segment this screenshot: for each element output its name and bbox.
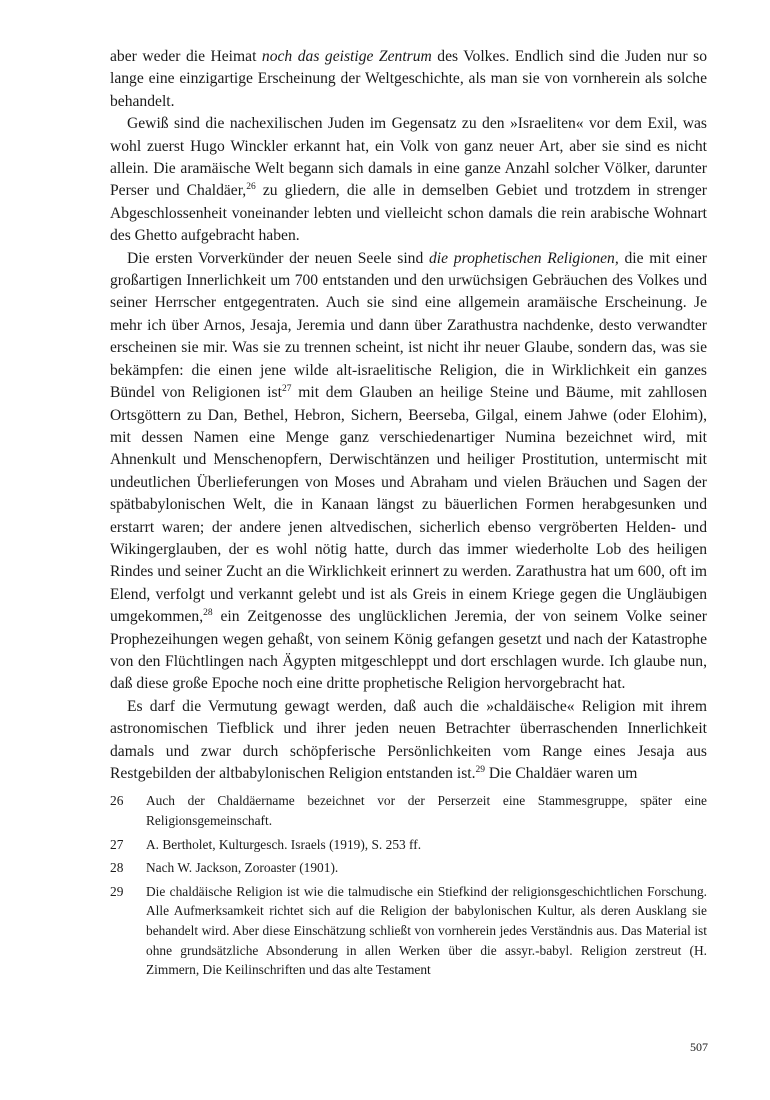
footnote-ref-29: 29 [475, 765, 486, 775]
italic-run: die prophetischen Religionen, [429, 249, 619, 267]
footnote-28 [110, 858, 707, 878]
footnote-number: 29 [110, 883, 124, 899]
paragraph-1 [110, 46, 707, 113]
text-run: mit dem Glauben an heilige Steine und Bäume, mit zahllosen Ortsgöttern zu Dan, Bethel, Hebron, Sichern, Beerseba, Gilgal, einem Jahwe (oder Elohim), mit dessen Namen eine Menge ganz verschiedenartiger Numina bezeichnet wird, mit Ahnenkult und Menschenopfern, Derwischtänzen und heiliger Prostitution, untermischt mit undeutlichen Überlieferungen von Moses und Abraham und vielen Bräuchen und Sagen der spätbabylonischen Welt, die in Kanaan längst zu bäuerlichen Formen herabgesunken und erstarrt waren; der andere jenen altvedischen, sicherlich ebenso vergröberten Helden- und Wikingerglauben, der es wohl nötig hatte, durch das immer wiederholte Lob des heiligen Rindes und seiner Zucht an die Wirklichkeit erinnert zu werden. Zarathustra hat um 600, oft im Elend, verfolgt und verkannt gelebt und ist als Greis in einem Kriege gegen die Ungläubigen umgekommen, [110, 384, 707, 626]
footnotes [110, 791, 707, 979]
paragraph-3 [110, 248, 707, 696]
book-page [110, 46, 707, 984]
text-run: zu gliedern, die alle in demselben Gebiet und trotzdem in strenger Abgeschlossenheit voneinander lebten und vielleicht schon damals die rein arabische Wohnart des Ghetto aufgebracht haben. [110, 182, 708, 245]
italic-run: noch das geistige Zentrum [261, 48, 432, 65]
text-run: Die Chaldäer waren um [485, 765, 638, 782]
text-run: Es darf die Vermutung gewagt werden, daß auch die »chaldäische« Religion mit ihrem astronomischen Tiefblick und ihrer jeden neuen Betrachter überraschenden Innerlichkeit damals und zwar durch schöpferische Persönlichkeiten vom Range eines Jesaja aus Restgebilden der altbabylonischen Religion entstanden ist. [110, 697, 707, 782]
footnote-text: Auch der Chaldäername bezeichnet vor der Perserzeit eine Stammesgruppe, später eine Religionsgemeinschaft. [146, 793, 707, 828]
footnote-27 [110, 835, 707, 855]
text-run: Gewiß sind die nachexilischen Juden im Gegensatz zu den »Israeliten« vor dem Exil, was wohl zuerst Hugo Winckler erkannt hat, ein Volk von ganz neuer Art, aber sie sind es nicht allein. Die aramäische Welt begann sich damals in eine ganze Anzahl solcher Völker, darunter Perser und Chaldäer, [110, 115, 707, 200]
page-number: 507 [690, 1040, 708, 1054]
text-run: die mit einer großartigen Innerlichkeit um 700 entstanden und den urwüchsigen Gebräuchen des Volkes und seiner Herrscher entgegentraten. Auch sie sind eine allgemein aramäische Erscheinung. Je mehr ich über Arnos, Jesaja, Jeremia und dann über Zarathustra nachdenke, desto verwandter erscheinen sie mir. Was sie zu trennen scheint, ist nicht ihr neuer Glaube, sondern das, was sie bekämpfen: die einen jene wilde alt-israelitische Religion, die in Wirklichkeit ein ganzes Bündel von Religionen ist [110, 249, 707, 402]
footnote-ref-26: 26 [246, 182, 256, 193]
footnote-text: A. Bertholet, Kulturgesch. Israels (1919), S. 253 ff. [146, 836, 422, 852]
body-text [110, 46, 707, 785]
footnote-number: 26 [110, 793, 124, 809]
text-run: aber weder die Heimat [110, 48, 262, 65]
footnote-number: 27 [110, 836, 124, 852]
footnote-26 [110, 791, 707, 830]
footnote-ref-27: 27 [281, 384, 292, 395]
footnote-ref-28: 28 [203, 608, 213, 619]
footnote-text: Die chaldäische Religion ist wie die talmudische ein Stiefkind der religionsgeschichtlichen Forschung. Alle Aufmerksamkeit richtet sich auf die Religion der babylonischen Kultur, als deren Ausklang sie behandelt wird. Aber diese Einschätzung schließt von vornherein jedes Verständnis aus. Das Material ist ohne grundsätzliche Absonderung in allen Werken über die assyr.-babyl. Religion zerstreut (H. Zimmern, Die Keilinschriften und das alte Testament [146, 883, 707, 978]
footnote-number: 28 [110, 860, 124, 876]
text-run: ein Zeitgenosse des unglücklichen Jeremia, der von seinem Volke seiner Prophezeihungen wegen gehaßt, von seinem König gefangen gesetzt und nach der Katastrophe von den Flüchtlingen nach Ägypten mitgeschleppt und dort erschlagen wurde. Ich glaube nun, daß diese große Epoche noch eine dritte prophetische Religion hervorgebracht hat. [110, 608, 707, 693]
paragraph-4 [110, 696, 707, 786]
paragraph-2 [110, 113, 707, 247]
text-run: Die ersten Vorverkünder der neuen Seele sind [127, 249, 429, 267]
text-run: des Volkes. Endlich sind die Juden nur so lange eine einzigartige Erscheinung der Weltgeschichte, als man sie von vornherein als solche behandelt. [110, 48, 708, 110]
footnote-text: Nach W. Jackson, Zoroaster (1901). [146, 860, 339, 876]
footnote-29 [110, 882, 707, 980]
